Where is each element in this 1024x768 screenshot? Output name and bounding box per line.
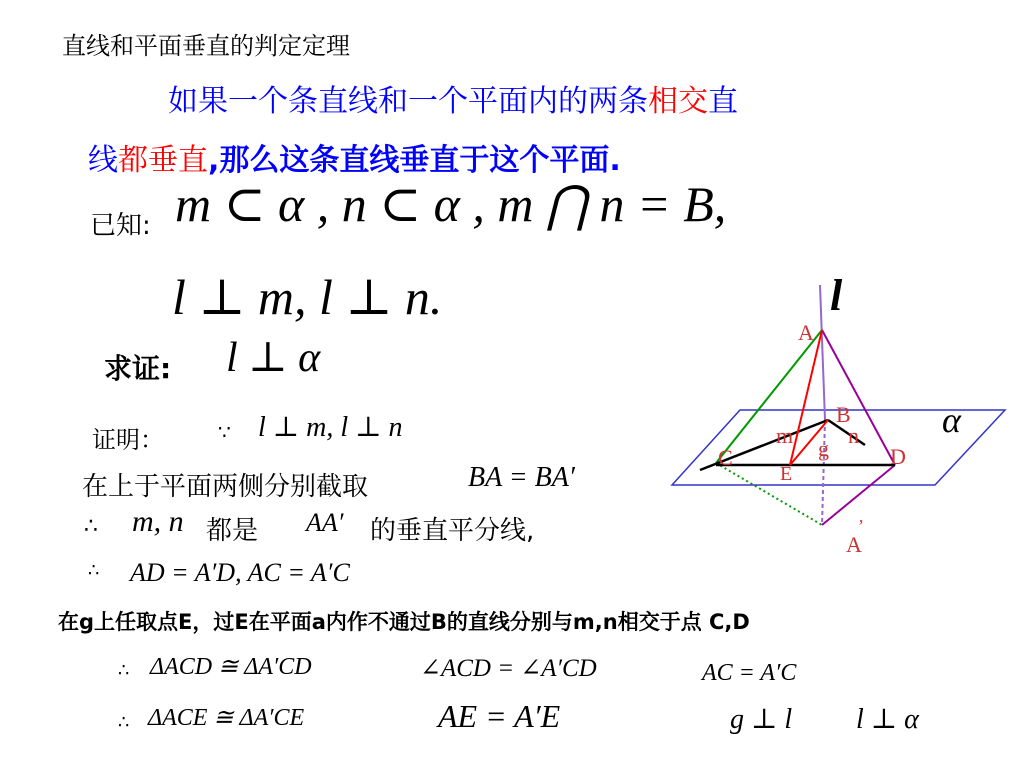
proof-step-7a: ΔACE ≅ ΔA′CE xyxy=(148,705,305,731)
theorem-line-1 xyxy=(168,76,738,120)
proof-step-6b: ∠ACD = ∠A′CD xyxy=(420,655,597,682)
proof-step-3-text-2: 的垂直平分线, xyxy=(370,516,535,546)
geometry-figure xyxy=(650,270,1020,580)
proof-step-7b: AE = A′E xyxy=(438,698,561,734)
label-l: l xyxy=(830,271,843,320)
prove-label: 求证: xyxy=(104,352,172,385)
because-symbol: ∵ xyxy=(218,420,231,444)
proof-step-2-text: 在上于平面两侧分别截取 xyxy=(82,472,369,502)
label-n: n xyxy=(848,423,859,448)
label-a-prime-mark: ’ xyxy=(858,516,864,536)
page-title: 直线和平面垂直的判定定理 xyxy=(62,32,350,60)
proof-step-3-math-2: AA′ xyxy=(306,508,344,537)
proof-step-7c: g ⊥ l xyxy=(730,704,793,735)
proof-step-3-text-1: 都是 xyxy=(206,516,259,546)
theorem-text: ,那么这条直线垂直于这个平面. xyxy=(208,143,621,178)
proof-step-5: 在g上任取点E，过E在平面a内作不通过B的直线分别与m,n相交于点 C,D xyxy=(58,610,750,634)
theorem-text: 线 xyxy=(88,143,118,178)
proof-step-1: l ⊥ m, l ⊥ n xyxy=(258,412,403,443)
label-m: m xyxy=(776,423,794,448)
proof-step-4-math: AD = A′D, AC = A′C xyxy=(130,558,350,587)
given-expression-2: l ⊥ m, l ⊥ n. xyxy=(172,269,443,325)
given-expression-1: m ⊂ α , n ⊂ α , m ⋂ n = B, xyxy=(175,176,727,232)
therefore-symbol: ∴ xyxy=(88,560,100,581)
label-alpha: α xyxy=(942,400,961,440)
theorem-text: 直 xyxy=(708,84,738,119)
therefore-symbol: ∴ xyxy=(84,514,98,539)
label-d: D xyxy=(890,444,906,469)
given-label: 已知: xyxy=(90,211,151,241)
proof-step-6c: AC = A′C xyxy=(702,660,797,686)
label-e: E xyxy=(780,463,793,485)
proof-step-7d: l ⊥ α xyxy=(856,704,919,735)
theorem-highlight: 都垂直 xyxy=(118,143,208,178)
proof-step-6a: ΔACD ≅ ΔA′CD xyxy=(150,654,312,680)
segment-a-prime-c xyxy=(716,463,822,525)
therefore-symbol: ∴ xyxy=(118,712,130,733)
proof-label: 证明： xyxy=(92,426,164,454)
therefore-symbol: ∴ xyxy=(118,660,130,681)
proof-step-2-math: BA = BA′ xyxy=(468,462,575,493)
label-a: A xyxy=(798,320,814,345)
line-l-upper xyxy=(820,285,825,420)
proof-step-3-math-1: m, n xyxy=(132,505,184,538)
theorem-highlight: 相交 xyxy=(648,84,708,119)
label-b: B xyxy=(836,402,851,427)
prove-expression: l ⊥ α xyxy=(226,335,321,381)
theorem-text: 如果一个条直线和一个平面内的两条 xyxy=(168,84,648,119)
label-c: C xyxy=(718,445,733,470)
label-g: g xyxy=(818,436,829,461)
label-a-prime: A xyxy=(846,532,862,557)
theorem-line-2 xyxy=(88,135,621,179)
